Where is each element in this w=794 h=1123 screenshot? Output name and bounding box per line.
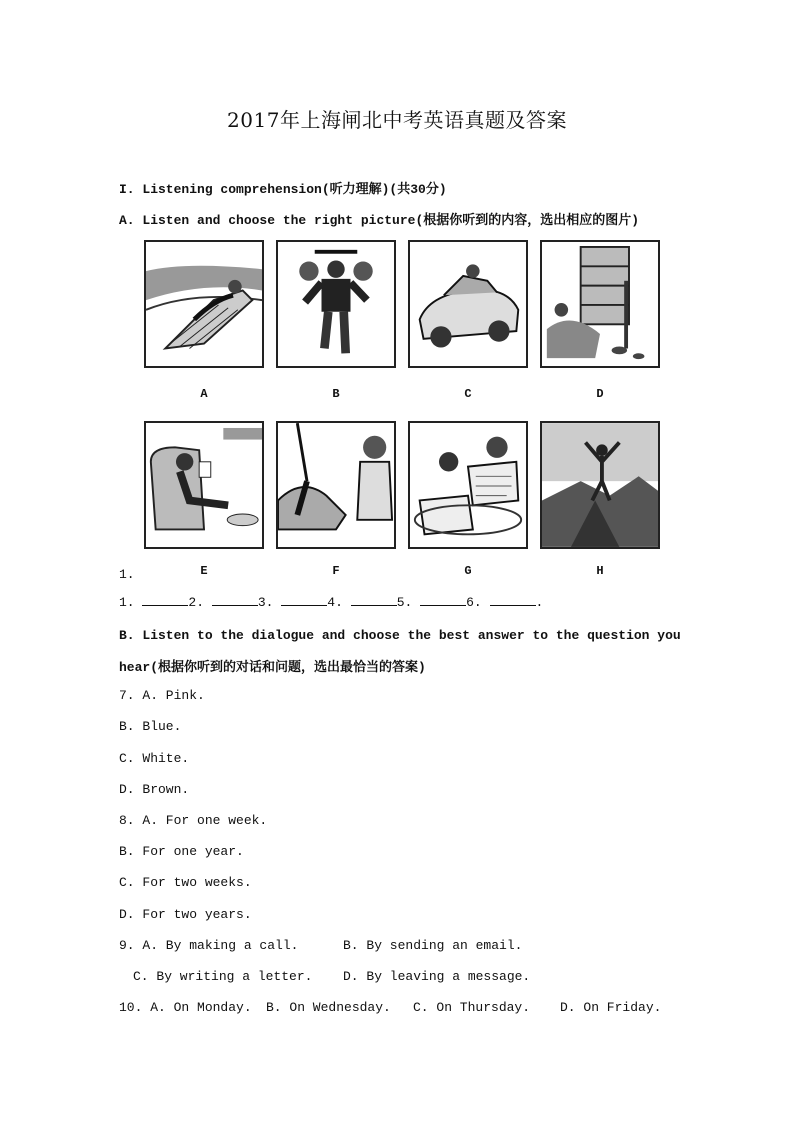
- picture-f: [276, 421, 396, 549]
- part-a-heading: A. Listen and choose the right picture(根据你听到的内容，选出相应的图片): [119, 213, 640, 228]
- answer-blank-4[interactable]: [351, 595, 397, 606]
- q9-option-a: 9. A. By making a call.: [119, 938, 299, 953]
- picture-g: [408, 421, 528, 549]
- q7-option-b: B. Blue.: [119, 719, 182, 734]
- picture-c: [408, 240, 528, 368]
- picture-label-f: F: [332, 564, 340, 578]
- stray-question-number: 1.: [119, 567, 135, 582]
- picture-e: [144, 421, 264, 549]
- answer-blank-5[interactable]: [420, 595, 466, 606]
- answer-end-period: .: [535, 595, 544, 610]
- answer-number-6: 6.: [466, 595, 482, 610]
- picture-label-g: G: [464, 564, 472, 578]
- answer-blank-row: [119, 595, 543, 610]
- picture-a: [144, 240, 264, 368]
- answer-blank-3[interactable]: [281, 595, 327, 606]
- q7-option-a: 7. A. Pink.: [119, 688, 205, 703]
- q7-option-d: D. Brown.: [119, 782, 190, 797]
- nurse-patient-picture-icon: [278, 423, 394, 547]
- picture-label-b: B: [332, 387, 340, 401]
- q9-option-c: C. By writing a letter.: [133, 969, 313, 984]
- q8-option-a: 8. A. For one week.: [119, 813, 268, 828]
- q10-option-a: 10. A. On Monday.: [119, 1000, 252, 1015]
- newspaper-reading-picture-icon: [410, 423, 526, 547]
- picture-d: [540, 240, 660, 368]
- q8-option-c: C. For two weeks.: [119, 875, 252, 890]
- picture-label-d: D: [596, 387, 604, 401]
- q10-option-b: B. On Wednesday.: [266, 1000, 391, 1015]
- document-title: 2017年上海闸北中考英语真题及答案: [227, 108, 567, 132]
- q8-option-d: D. For two years.: [119, 907, 252, 922]
- beach-lounger-picture-icon: [146, 242, 262, 366]
- answer-blank-1[interactable]: [142, 595, 188, 606]
- q9-option-d: D. By leaving a message.: [343, 969, 531, 984]
- answer-number-5: 5.: [396, 595, 413, 610]
- picture-b: [276, 240, 396, 368]
- q10-option-c: C. On Thursday.: [413, 1000, 531, 1015]
- answer-number-3: 3.: [257, 595, 274, 610]
- runner-picture-icon: [278, 242, 394, 366]
- q9-option-b: B. By sending an email.: [343, 938, 523, 953]
- armchair-reading-picture-icon: [146, 423, 262, 547]
- mountain-climber-picture-icon: [542, 423, 658, 547]
- picture-h: [540, 421, 660, 549]
- part-b-heading-line1: B. Listen to the dialogue and choose the best answer to the question you: [119, 628, 681, 643]
- picture-label-a: A: [200, 387, 208, 401]
- answer-number-4: 4.: [327, 595, 343, 610]
- picture-label-c: C: [464, 387, 472, 401]
- part-b-heading-line2: hear(根据你听到的对话和问题，选出最恰当的答案): [119, 660, 426, 675]
- section-heading-listening: I. Listening comprehension(听力理解)(共30分): [119, 182, 447, 197]
- picture-label-e: E: [200, 564, 208, 578]
- q8-option-b: B. For one year.: [119, 844, 244, 859]
- car-picture-icon: [410, 242, 526, 366]
- messy-room-picture-icon: [542, 242, 658, 366]
- answer-blank-6[interactable]: [490, 595, 536, 606]
- picture-label-h: H: [596, 564, 604, 578]
- q7-option-c: C. White.: [119, 751, 190, 766]
- answer-number-2: 2.: [188, 595, 205, 610]
- q10-option-d: D. On Friday.: [560, 1000, 662, 1015]
- answer-number-1: 1.: [119, 595, 135, 610]
- answer-blank-2[interactable]: [212, 595, 258, 606]
